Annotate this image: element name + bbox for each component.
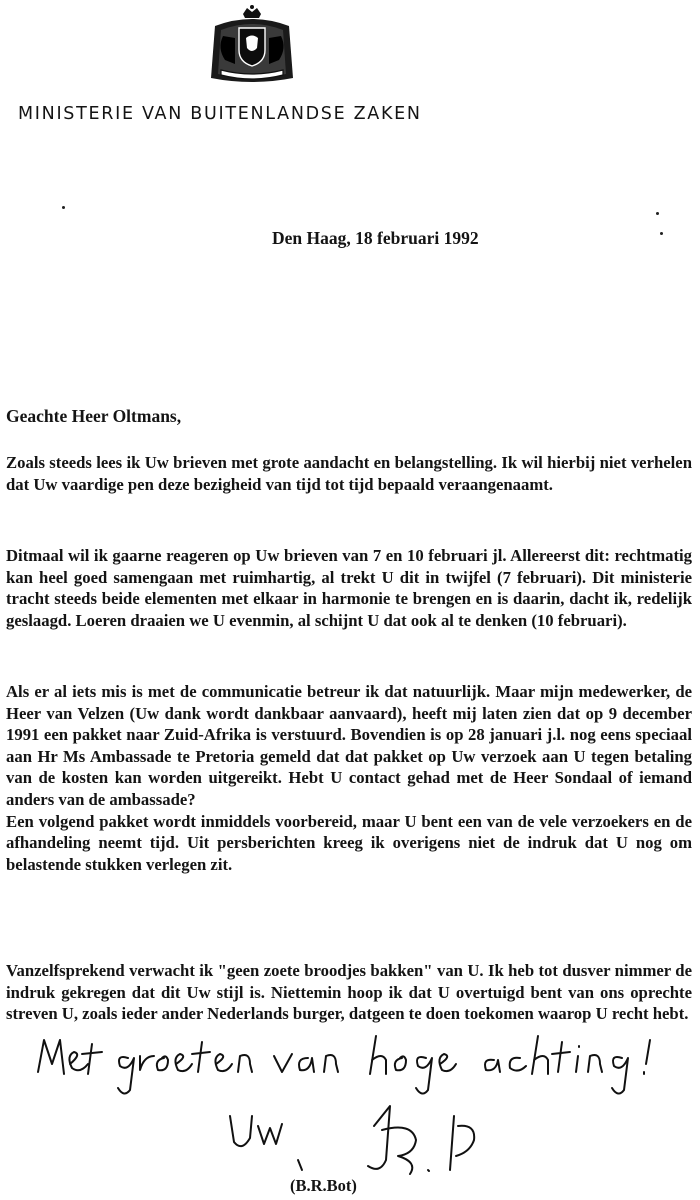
scan-speck <box>62 206 65 209</box>
paragraph-4: Een volgend pakket wordt inmiddels voorbereid, maar U bent een van de vele verzoekers en de afhandeling neemt tijd. Uit persberichten kreeg ik overigens niet de indruk dat U nog om belastende stukken verlegen zit. <box>6 811 692 874</box>
handwritten-closing-and-signature <box>30 1030 690 1180</box>
paragraph-1: Zoals steeds lees ik Uw brieven met grote aandacht en belangstelling. Ik wil hierbij niet verhelen dat Uw vaardige pen deze bezigheid van tijd tot tijd bepaald veraangenaamt. <box>6 453 692 494</box>
place-date: Den Haag, 18 februari 1992 <box>272 228 479 248</box>
dutch-royal-coat-of-arms-icon <box>207 4 297 86</box>
scan-speck <box>656 212 659 215</box>
salutation: Geachte Heer Oltmans, <box>6 406 182 426</box>
paragraph-3-block <box>6 681 692 875</box>
ministry-letterhead: MINISTERIE VAN BUITENLANDSE ZAKEN <box>18 104 422 124</box>
signer-name: (B.R.Bot) <box>290 1176 357 1195</box>
paragraph-2: Ditmaal wil ik gaarne reageren op Uw brieven van 7 en 10 februari jl. Allereerst dit: rechtmatig kan heel goed samengaan met ruimhartig, al trekt U dit in twijfel (7 februari). Dit ministerie tracht steeds beide elementen met elkaar in harmonie te brengen en is daarin, dacht ik, redelijk geslaagd. Loeren draaien we U evenmin, al schijnt U dat ook al te denken (10 februari). <box>6 546 692 630</box>
paragraph-3: Als er al iets mis is met de communicatie betreur ik dat natuurlijk. Maar mijn medewerker, de Heer van Velzen (Uw dank wordt dankbaar aanvaard), heeft mij laten zien dat op 9 december 1991 een pakket naar Zuid-Afrika is verstuurd. Bovendien is op 28 januari j.l. nog eens speciaal aan Hr Ms Ambassade te Pretoria gemeld dat dat pakket op Uw verzoek aan U tegen betaling van de kosten kan worden uitgereikt. Hebt U contact gehad met de Heer Sondaal of iemand anders van de ambassade? <box>6 682 692 809</box>
paragraph-5: Vanzelfsprekend verwacht ik "geen zoete broodjes bakken" van U. Ik heb tot dusver nimmer de indruk gekregen dat dit Uw stijl is. Niettemin hoop ik dat U overtuigd bent van ons oprechte streven U, zoals ieder ander Nederlands burger, datgeen te doen toekomen waarop U recht hebt. <box>6 961 692 1024</box>
scan-speck <box>660 232 663 235</box>
